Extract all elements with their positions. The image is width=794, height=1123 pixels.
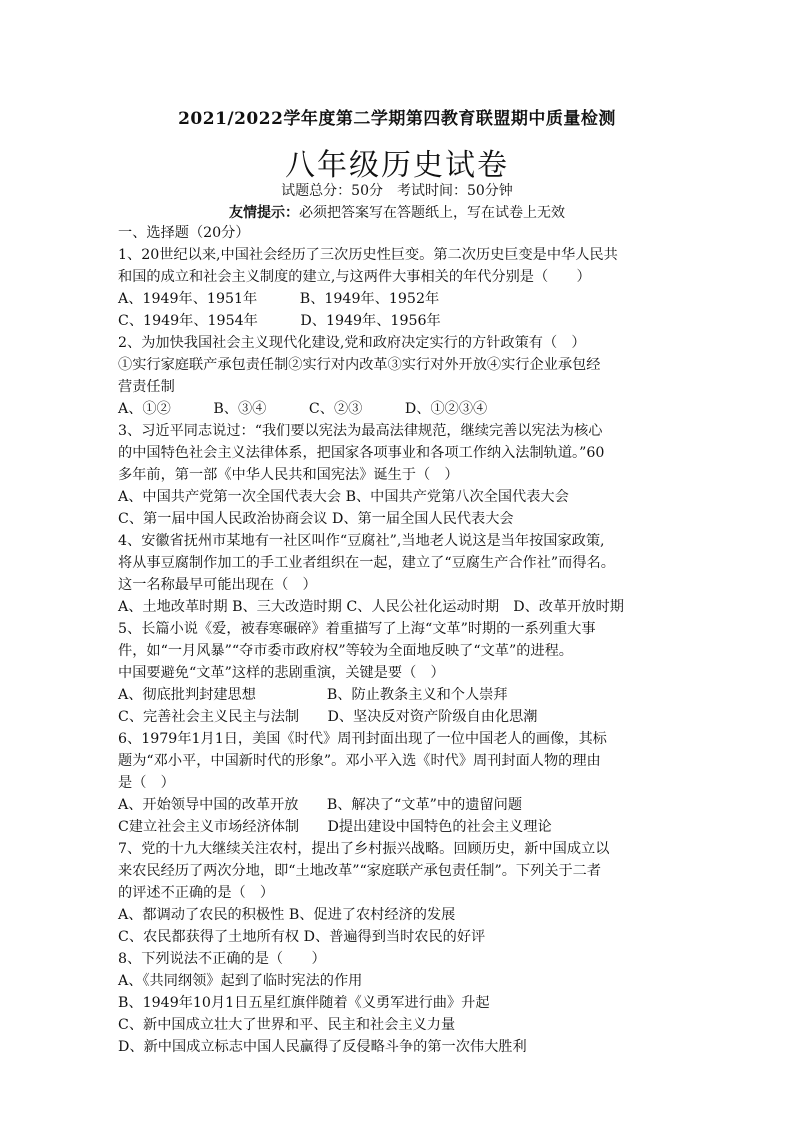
answer-option: A、1949年、1951年 B、1949年、1952年 xyxy=(118,291,440,307)
question-text: 这一名称最早可能出现在（ ） xyxy=(118,577,317,593)
exam-header-title: 2021/2022学年度第二学期第四教育联盟期中质量检测 xyxy=(178,109,616,129)
question-text: 的评述不正确的是（ ） xyxy=(118,885,275,901)
question-text: 2、为加快我国社会主义现代化建设,党和政府决定实行的方针政策有（ ） xyxy=(118,335,586,351)
question-text: 和国的成立和社会主义制度的建立,与这两件大事相关的年代分别是（ ） xyxy=(118,269,591,285)
question-text: 题为“邓小平，中国新时代的形象”。邓小平入选《时代》周刊封面人物的理由 xyxy=(118,753,601,769)
exam-tip xyxy=(0,202,794,222)
question-text: 将从事豆腐制作加工的手工业者组织在一起，建立了“豆腐生产合作社”而得名。 xyxy=(118,555,615,571)
question-text: 1、20世纪以来,中国社会经历了三次历史性巨变。第二次历史巨变是中华人民共 xyxy=(118,247,618,263)
question-text: 多年前，第一部《中华人民共和国宪法》诞生于（ ） xyxy=(118,467,459,483)
answer-option: C、1949年、1954年 D、1949年、1956年 xyxy=(118,313,441,329)
tip-label: 友情提示： xyxy=(229,205,299,221)
answer-option: A、土地改革时期 B、三大改造时期 C、人民公社化运动时期 D、改革开放时期 xyxy=(118,599,624,615)
question-text: 来农民经历了两次分地，即“土地改革”“家庭联产承包责任制”。下列关于二者 xyxy=(118,863,602,879)
answer-option: A、《共同纲领》起到了临时宪法的作用 xyxy=(118,973,363,989)
exam-main-title: 八年级历史试卷 xyxy=(285,148,509,183)
question-text: 6、1979年1月1日，美国《时代》周刊封面出现了一位中国老人的画像，其标 xyxy=(118,731,607,747)
exam-meta: 试题总分：50分 考试时间：50分钟 xyxy=(281,183,513,199)
answer-option: C建立社会主义市场经济体制 D提出建设中国特色的社会主义理论 xyxy=(118,819,552,835)
answer-option: A、①② B、③④ C、②③ D、①②③④ xyxy=(118,401,488,417)
question-text: 8、下列说法不正确的是（ ） xyxy=(118,951,326,967)
answer-option: C、农民都获得了土地所有权 D、普遍得到当时农民的好评 xyxy=(118,929,486,945)
question-text: 5、长篇小说《爱，被春寒碾碎》着重描写了上海“文革”时期的一系列重大事 xyxy=(118,621,596,637)
answer-option: C、完善社会主义民主与法制 D、坚决反对资产阶级自由化思潮 xyxy=(118,709,538,725)
section-heading: 一、选择题（20分） xyxy=(118,225,250,241)
question-text: 3、习近平同志说过：“我们要以宪法为最高法律规范，继续完善以宪法为核心 xyxy=(118,423,603,439)
answer-option: A、中国共产党第一次全国代表大会 B、中国共产党第八次全国代表大会 xyxy=(118,489,569,505)
answer-option: A、开始领导中国的改革开放 B、解决了“文革”中的遗留问题 xyxy=(118,797,523,813)
question-text: 件，如“一月风暴”“夺市委市政府权”等较为全面地反映了“文革”的进程。 xyxy=(118,643,573,659)
answer-option: B、1949年10月1日五星红旗伴随着《义勇军进行曲》升起 xyxy=(118,995,490,1011)
question-text: 4、安徽省抚州市某地有一社区叫作“豆腐社”,当地老人说这是当年按国家政策, xyxy=(118,533,605,549)
question-body xyxy=(118,222,678,1058)
question-text: 的中国特色社会主义法律体系，把国家各项事业和各项工作纳入法制轨道。”60 xyxy=(118,445,605,461)
question-text: 营责任制 xyxy=(118,379,175,395)
answer-option: D、新中国成立标志中国人民赢得了反侵略斗争的第一次伟大胜利 xyxy=(118,1039,527,1055)
question-text: 7、党的十九大继续关注农村，提出了乡村振兴战略。回顾历史，新中国成立以 xyxy=(118,841,610,857)
answer-option: C、第一届中国人民政治协商会议 D、第一届全国人民代表大会 xyxy=(118,511,514,527)
answer-option: C、新中国成立壮大了世界和平、民主和社会主义力量 xyxy=(118,1017,456,1033)
tip-text: 必须把答案写在答题纸上，写在试卷上无效 xyxy=(299,205,565,221)
question-text: ①实行家庭联产承包责任制②实行对内改革③实行对外开放④实行企业承包经 xyxy=(118,357,601,373)
question-text: 中国要避免“文革”这样的悲剧重演，关键是要（ ） xyxy=(118,665,445,681)
question-text: 是（ ） xyxy=(118,775,175,791)
answer-option: A、都调动了农民的积极性 B、促进了农村经济的发展 xyxy=(118,907,456,923)
answer-option: A、彻底批判封建思想 B、防止教条主义和个人崇拜 xyxy=(118,687,508,703)
